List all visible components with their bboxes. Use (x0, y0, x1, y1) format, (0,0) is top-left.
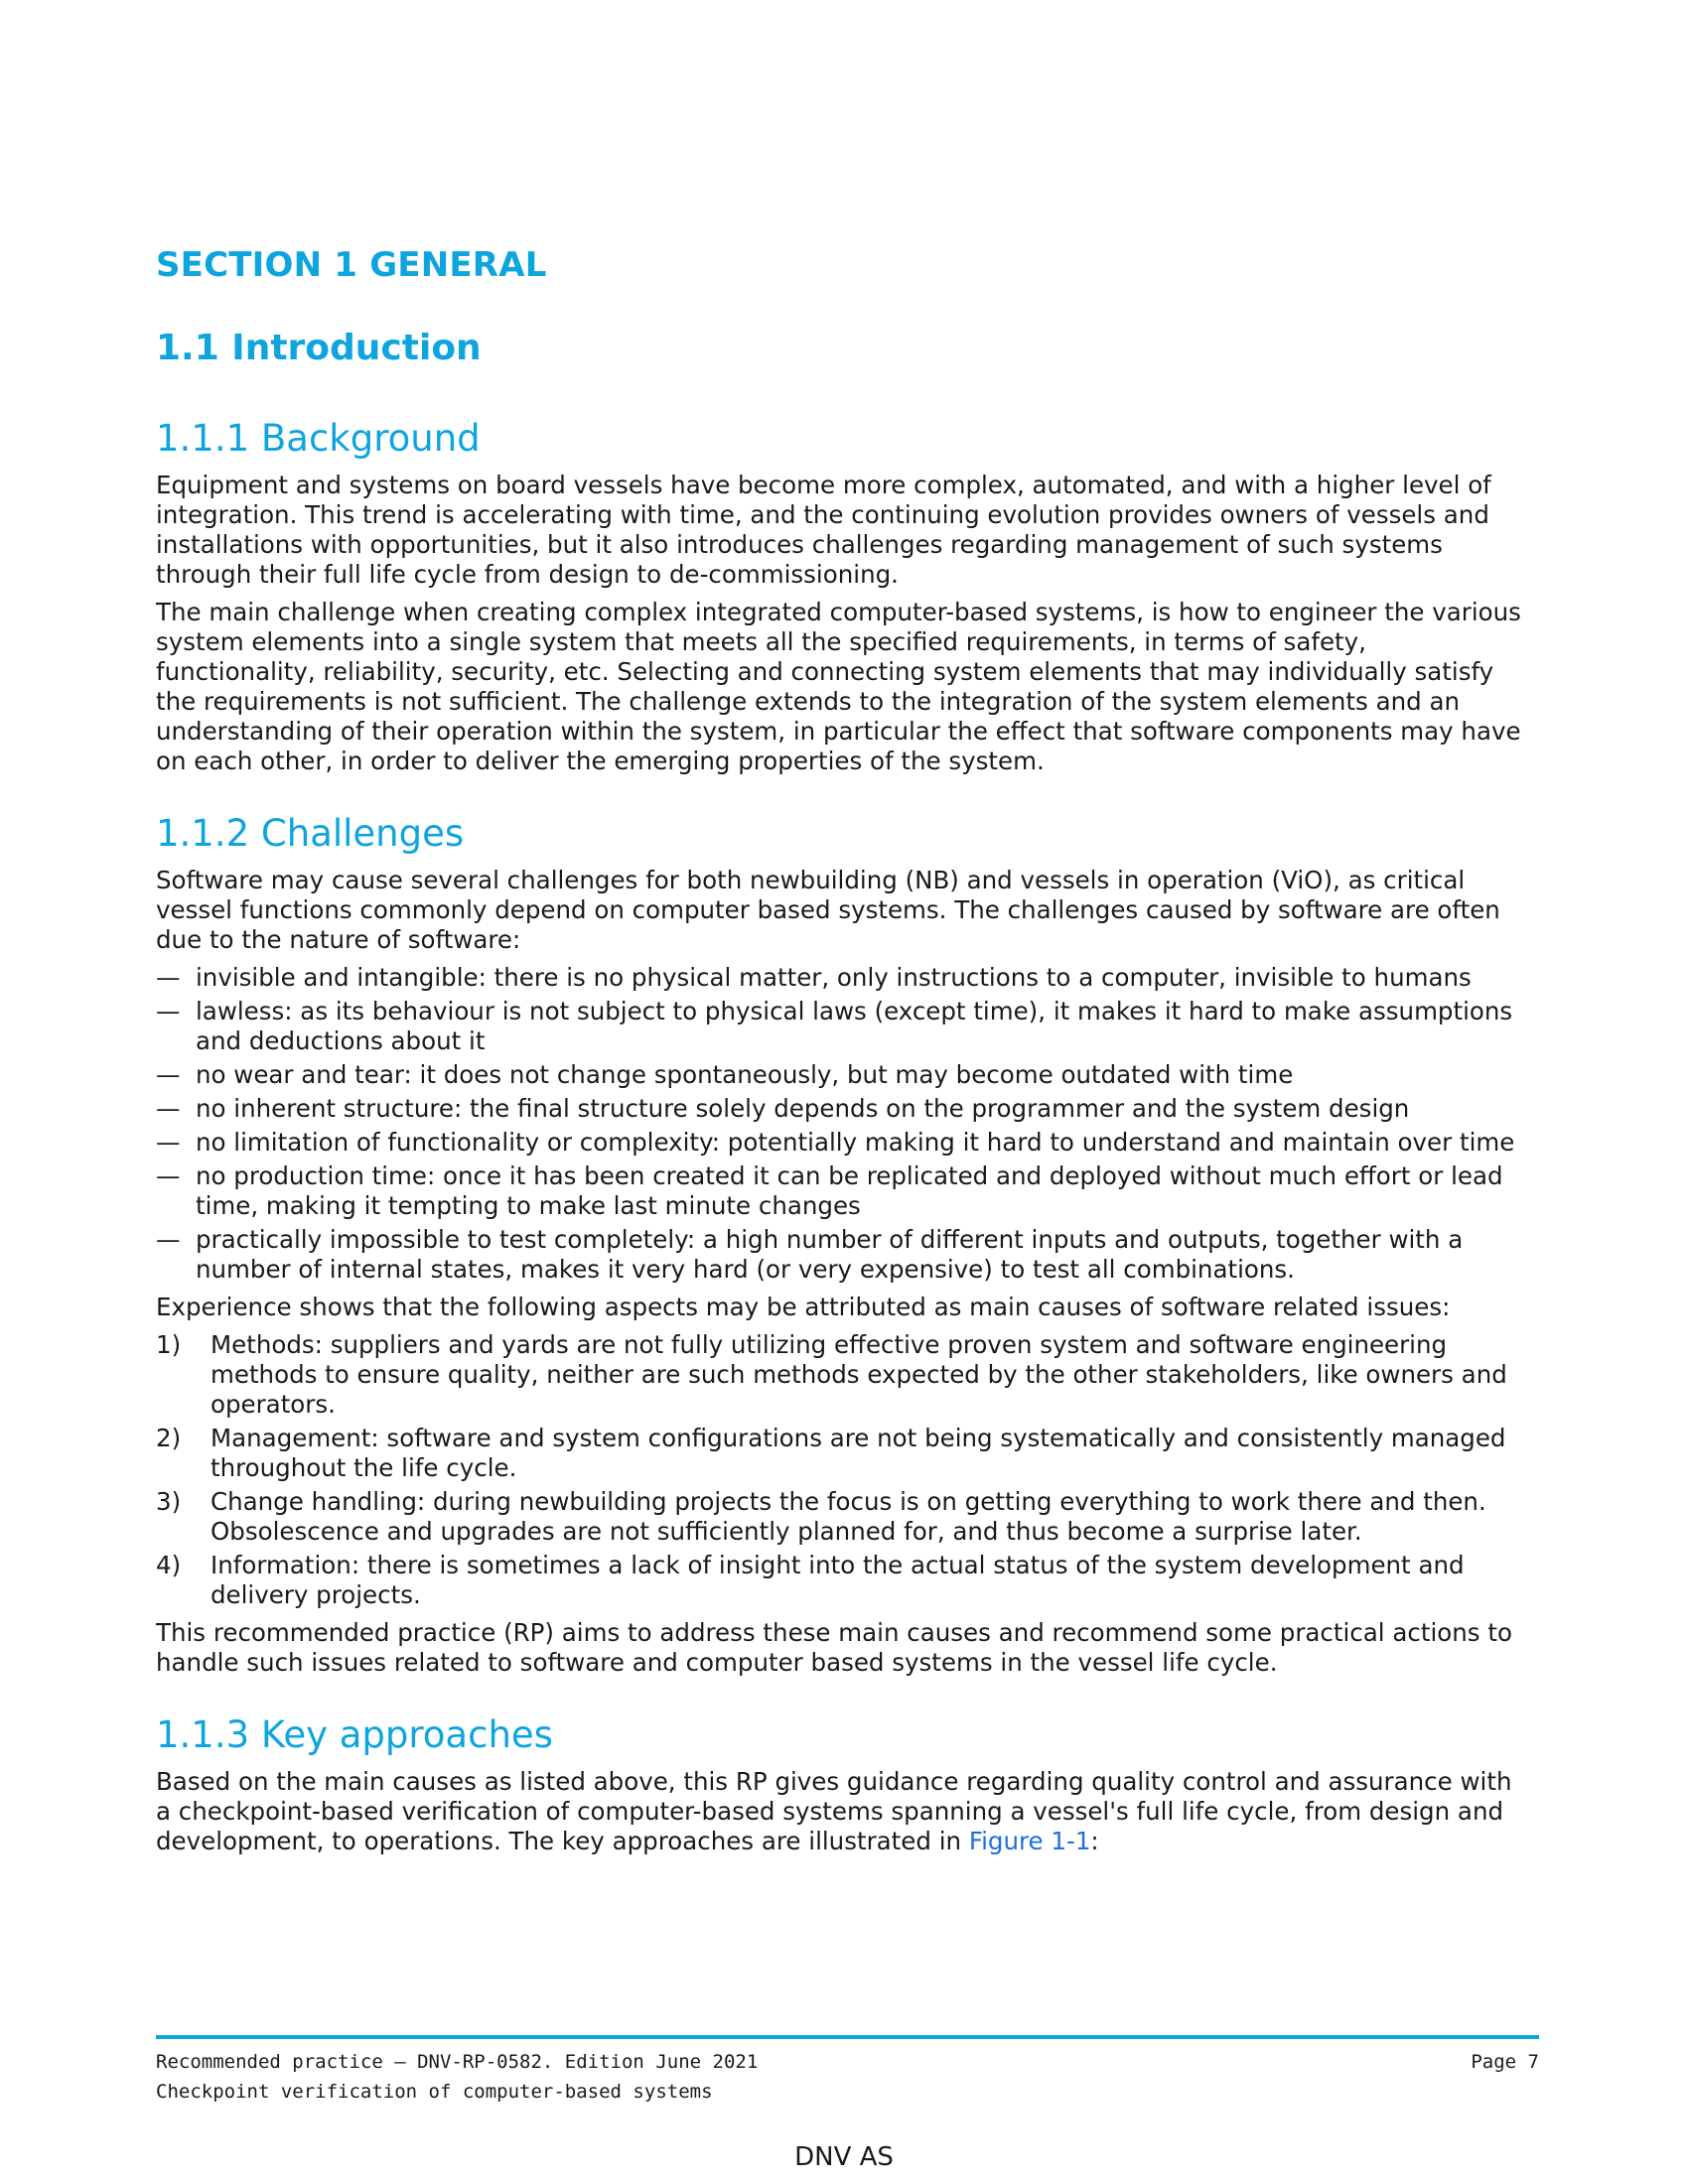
dash-marker: — (156, 1128, 181, 1157)
footer-divider (156, 2035, 1539, 2039)
list-item: — lawless: as its behaviour is not subject to physical laws (except time), it makes it hard to make assumptions and deductions about it (156, 997, 1513, 1055)
list-item: — no production time: once it has been created it can be replicated and deployed without much effort or lead time, making it tempting to make last minute changes (156, 1161, 1503, 1220)
list-item: 4) Information: there is sometimes a lack of insight into the actual status of the system development and delivery projects. (156, 1551, 1465, 1609)
figure-1-1-link[interactable]: Figure 1-1 (968, 1827, 1091, 1855)
section-title: SECTION 1 GENERAL (156, 245, 547, 285)
list-item: 3) Change handling: during newbuilding projects the focus is on getting everything to work there and then. Obsolescence and upgrades are not sufficiently planned for, and thus become a surprise later. (156, 1487, 1486, 1546)
dash-marker: — (156, 963, 181, 992)
item-number: 1) (156, 1330, 182, 1359)
list-item: — practically impossible to test completely: a high number of different inputs and outputs, together with a number of internal states, makes it very hard (or very expensive) to test all combinations. (156, 1225, 1464, 1284)
software-nature-list (156, 963, 1531, 1285)
subsection-title: 1.1 Introduction (156, 328, 482, 368)
list-item: — no wear and tear: it does not change spontaneously, but may become outdated with time (156, 1060, 1294, 1089)
causes-intro: Experience shows that the following aspects may be attributed as main causes of software related issues: (156, 1293, 1451, 1321)
item-number: 4) (156, 1551, 182, 1579)
list-item: — invisible and intangible: there is no physical matter, only instructions to a computer, invisible to humans (156, 963, 1472, 992)
background-paragraph-1: Equipment and systems on board vessels have become more complex, automated, and with a higher level of integration. This trend is accelerating with time, and the continuing evolution provides owners of vessels and installations with opportunities, but it also introduces challenges regarding management of such systems through their full life cycle from design to de-commissioning. (156, 471, 1491, 589)
dash-marker: — (156, 1060, 181, 1089)
heading-background: 1.1.1 Background (156, 417, 481, 460)
list-item: — no inherent structure: the final structure solely depends on the programmer and the system design (156, 1094, 1410, 1123)
challenges-intro: Software may cause several challenges for both newbuilding (NB) and vessels in operation (ViO), as critical vessel functions commonly depend on computer based systems. The challenges caused by software are often due to the nature of software: (156, 866, 1500, 954)
footer-subtitle: Checkpoint verification of computer-based systems (156, 2081, 713, 2103)
key-approaches-paragraph: Based on the main causes as listed above, this RP gives guidance regarding quality control and assurance with a checkpoint-based verification of computer-based systems spanning a vessel's full life cycle, from design and development, to operations. The key approaches are illustrated in Figure 1-1: (156, 1767, 1512, 1855)
item-number: 3) (156, 1487, 182, 1516)
dash-marker: — (156, 1094, 181, 1123)
item-number: 2) (156, 1424, 182, 1452)
page-footer (156, 2047, 1539, 2107)
challenges-closing: This recommended practice (RP) aims to address these main causes and recommend some practical actions to handle such issues related to software and computer based systems in the vessel life cycle. (156, 1618, 1512, 1677)
heading-key-approaches: 1.1.3 Key approaches (156, 1713, 553, 1756)
page-number: Page 7 (1471, 2051, 1539, 2073)
content-body (156, 415, 1531, 1864)
dash-marker: — (156, 997, 181, 1025)
publisher-name: DNV AS (794, 2142, 894, 2172)
dash-marker: — (156, 1161, 181, 1190)
main-causes-list (156, 1330, 1531, 1610)
list-item: 1) Methods: suppliers and yards are not fully utilizing effective proven system and software engineering methods to ensure quality, neither are such methods expected by the other stakeholders, like owners and operators. (156, 1330, 1507, 1419)
list-item: 2) Management: software and system configurations are not being systematically and consistently managed throughout the life cycle. (156, 1424, 1506, 1482)
heading-challenges: 1.1.2 Challenges (156, 812, 465, 855)
list-item: — no limitation of functionality or complexity: potentially making it hard to understand and maintain over time (156, 1128, 1515, 1157)
dash-marker: — (156, 1225, 181, 1254)
footer-document-line: Recommended practice — DNV-RP-0582. Edition June 2021 (156, 2051, 759, 2073)
background-paragraph-2: The main challenge when creating complex integrated computer-based systems, is how to engineer the various system elements into a single system that meets all the specified requirements, in terms of safety, functionality, reliability, security, etc. Selecting and connecting system elements that may individually satisfy the requirements is not sufficient. The challenge extends to the integration of the system elements and an understanding of their operation within the system, in particular the effect that software components may have on each other, in order to deliver the emerging properties of the system. (156, 598, 1521, 775)
